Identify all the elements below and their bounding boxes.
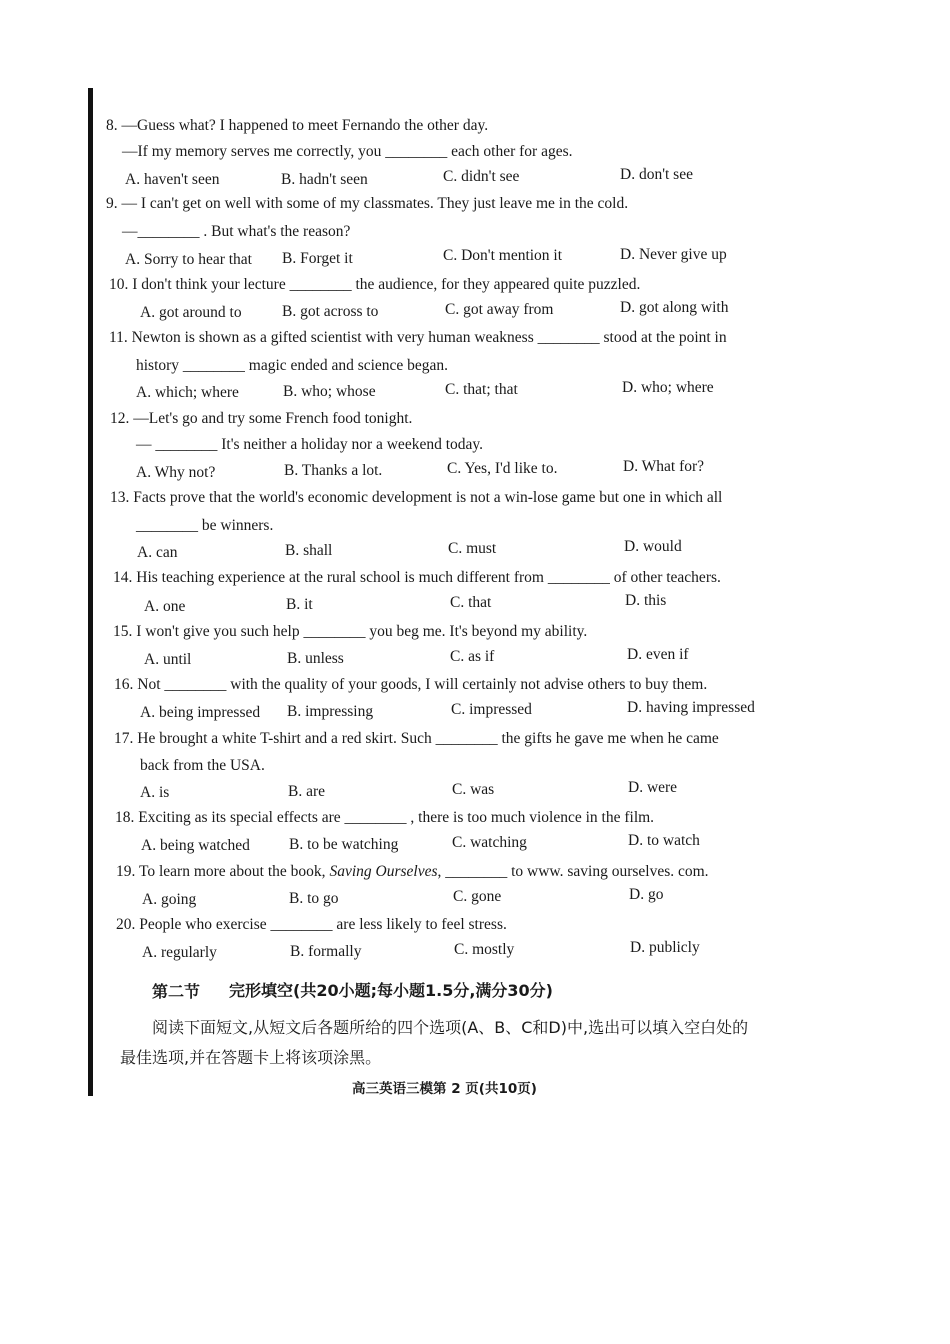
option-b: B. Thanks a lot. [284,462,383,479]
question-stem [116,862,709,882]
option-b: B. got across to [282,303,379,320]
question-stem: 11. Newton is shown as a gifted scientist with very human weakness ________ stood at the point in [109,329,727,346]
option-c: C. Don't mention it [443,247,563,264]
section-label: 第二节 [152,982,201,1001]
option-a: A. can [137,544,178,561]
option-a: A. being watched [141,837,250,854]
question-stem: 17. He brought a white T-shirt and a red skirt. Such ________ the gifts he gave me when he came [114,730,719,747]
option-a: A. haven't seen [125,171,220,188]
option-a: A. Sorry to hear that [125,251,252,268]
question-stem: 16. Not ________ with the quality of your goods, I will certainly not advise others to buy them. [114,676,708,693]
option-a: A. is [140,784,170,801]
option-c: C. watching [452,834,527,851]
option-c: C. gone [453,888,502,905]
option-d: D. got along with [620,299,729,316]
option-c: C. Yes, I'd like to. [447,460,558,477]
option-a: A. got around to [140,304,242,321]
option-d: D. to watch [628,832,700,849]
question-stem: 20. People who exercise ________ are less likely to feel stress. [116,916,507,933]
question-line: —If my memory serves me correctly, you ________ each other for ages. [122,143,573,160]
question-stem: 8. —Guess what? I happened to meet Fernando the other day. [106,117,489,134]
option-c: C. as if [450,648,495,665]
option-d: D. don't see [620,166,693,183]
question-stem: 18. Exciting as its special effects are ________ , there is too much violence in the film. [115,809,655,826]
option-b: B. hadn't seen [281,171,368,188]
question-line: — ________ It's neither a holiday nor a weekend today. [136,436,484,453]
option-a: A. which; where [136,384,239,401]
option-c: C. didn't see [443,168,520,185]
question-stem: 15. I won't give you such help ________ you beg me. It's beyond my ability. [113,623,588,640]
option-a: A. one [144,598,186,615]
option-b: B. formally [290,943,362,960]
stem-part: 19. To learn more about the book, [116,863,330,880]
option-d: D. Never give up [620,246,727,263]
question-stem: 9. — I can't get on well with some of my classmates. They just leave me in the cold. [106,195,629,212]
question-line: history ________ magic ended and science began. [136,357,449,374]
option-c: C. that; that [445,381,518,398]
question-line: back from the USA. [140,757,265,774]
option-a: A. regularly [142,944,217,961]
option-d: D. would [624,538,682,555]
option-b: B. are [288,783,326,800]
option-d: D. What for? [623,458,705,475]
option-b: B. to go [289,890,339,907]
option-d: D. go [629,886,664,903]
option-d: D. publicly [630,939,700,956]
option-c: C. that [450,594,492,611]
option-c: C. must [448,540,497,557]
option-d: D. even if [627,646,689,663]
option-b: B. it [286,596,313,613]
option-b: B. unless [287,650,344,667]
option-c: C. impressed [451,701,532,718]
question-stem: 10. I don't think your lecture ________ the audience, for they appeared quite puzzled. [109,276,641,293]
option-b: B. who; whose [283,383,376,400]
question-stem: 12. —Let's go and try some French food tonight. [110,410,413,427]
option-a: A. Why not? [136,464,216,481]
option-c: C. mostly [454,941,515,958]
section-instructions-line1: 阅读下面短文,从短文后各题所给的四个选项(A、B、C和D)中,选出可以填入空白处的 [152,1018,749,1037]
option-b: B. Forget it [282,250,353,267]
option-d: D. were [628,779,678,796]
question-stem: 14. His teaching experience at the rural school is much different from ________ of other teachers. [113,569,721,586]
section-instructions-line2: 最佳选项,并在答题卡上将该项涂黑。 [120,1048,382,1067]
option-c: C. got away from [445,301,554,318]
option-d: D. this [625,592,667,609]
option-a: A. being impressed [140,704,261,721]
option-b: B. to be watching [289,836,399,853]
question-line: —________ . But what's the reason? [122,223,351,240]
option-c: C. was [452,781,495,798]
option-d: D. who; where [622,379,714,396]
option-b: B. impressing [287,703,374,720]
section-title: 完形填空(共20小题;每小题1.5分,满分30分) [229,981,553,1000]
book-title: Saving Ourselves [329,863,438,880]
option-a: A. going [142,891,197,908]
option-b: B. shall [285,542,333,559]
question-line: ________ be winners. [136,517,274,534]
question-stem: 13. Facts prove that the world's economic development is not a win-lose game but one in which all [110,489,723,506]
option-d: D. having impressed [627,699,755,716]
option-a: A. until [144,651,192,668]
binding-margin-line [88,88,93,1096]
page-footer: 高三英语三模第 2 页(共10页) [352,1081,537,1097]
stem-part: , ________ to www. saving ourselves. com. [437,863,709,880]
